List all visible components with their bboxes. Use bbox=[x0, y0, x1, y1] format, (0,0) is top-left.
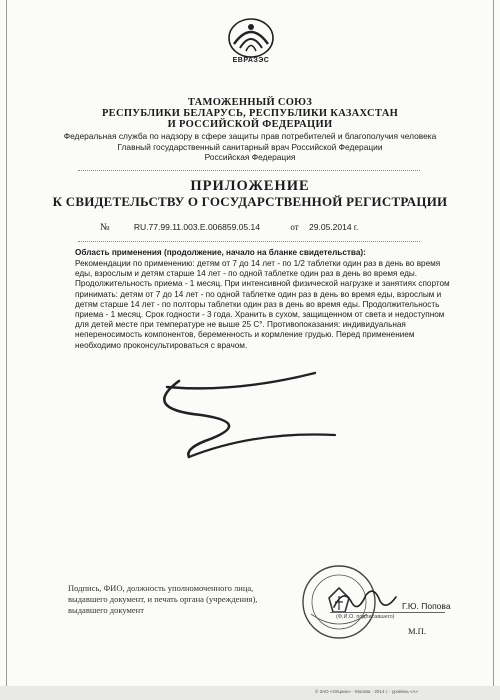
footer-signature-caption: Подпись, ФИО, должность уполномоченного лица, выдавшего документ, и печать органа (учреждения), выдавшего документ bbox=[68, 583, 258, 615]
scope-heading: Область применения (продолжение, начало на бланке свидетельства): bbox=[75, 248, 366, 257]
annex-title: ПРИЛОЖЕНИЕ bbox=[190, 178, 310, 194]
header-chief-doctor: Главный государственный санитарный врач Российской Федерации bbox=[117, 142, 383, 152]
annex-subtitle: К СВИДЕТЕЛЬСТВУ О ГОСУДАРСТВЕННОЙ РЕГИСТРАЦИИ bbox=[52, 194, 448, 209]
header-union: ТАМОЖЕННЫЙ СОЮЗ bbox=[187, 97, 313, 108]
signer-underline bbox=[330, 612, 445, 613]
from-label: от bbox=[290, 222, 299, 232]
signer-name: Г.Ю. Попова bbox=[402, 601, 451, 611]
number-symbol: № bbox=[100, 222, 110, 233]
page-bottom-edge bbox=[0, 686, 500, 700]
page-edge-left bbox=[6, 0, 7, 700]
divider-middle bbox=[78, 241, 420, 242]
header-service: Федеральная служба по надзору в сфере защиты прав потребителей и благополучия человека bbox=[63, 131, 437, 141]
cancellation-scribble-icon bbox=[145, 365, 345, 465]
registration-number-row bbox=[100, 222, 358, 233]
official-signature-icon bbox=[330, 585, 400, 615]
signer-caption: (Ф.И.О. подписавшего) bbox=[336, 614, 395, 620]
header-republics: РЕСПУБЛИКИ БЕЛАРУСЬ, РЕСПУБЛИКИ КАЗАХСТАН bbox=[101, 108, 399, 119]
stamp-place-label: М.П. bbox=[408, 626, 426, 636]
page-edge-right bbox=[493, 0, 494, 700]
usage-recommendations: Рекомендации по применению: детям от 7 до 14 лет - по 1/2 таблетки один раз в день во время еды, взрослым и детям старше 14 лет - по одной таблетке один раз в день во время еды. Продолжительность приема - 1 месяц. При интенсивной физической нагрузке и занятиях спортом принимать: детям от 7 до 14 лет - по одной таблетке один раз в день во время еды, взрослым и детям старше 14 лет - по полторы таблетки один раз в день во время еды. Продолжительность приема - 1 месяц. Срок годности - 3 года. Хранить в сухом, защищенном от света и недоступном для детей месте при температуре не выше 25 С°. Противопоказания: индивидуальная непереносимость компонентов, беременность и кормление грудью. Перед применением необходимо проконсультироваться с врачом. bbox=[75, 259, 450, 350]
blank-form-imprint: © ЗАО «Опцион» · Москва · 2014 г. · уровень «А» bbox=[315, 689, 419, 694]
header-country: Российская Федерация bbox=[204, 152, 296, 162]
registration-date: 29.05.2014 г. bbox=[309, 222, 359, 232]
divider-top bbox=[78, 170, 420, 171]
header-federation: И РОССИЙСКОЙ ФЕДЕРАЦИИ bbox=[167, 119, 333, 130]
logo-caption: ЕВРАЗЭС bbox=[232, 57, 270, 64]
registration-number: RU.77.99.11.003.E.006859.05.14 bbox=[133, 222, 260, 232]
